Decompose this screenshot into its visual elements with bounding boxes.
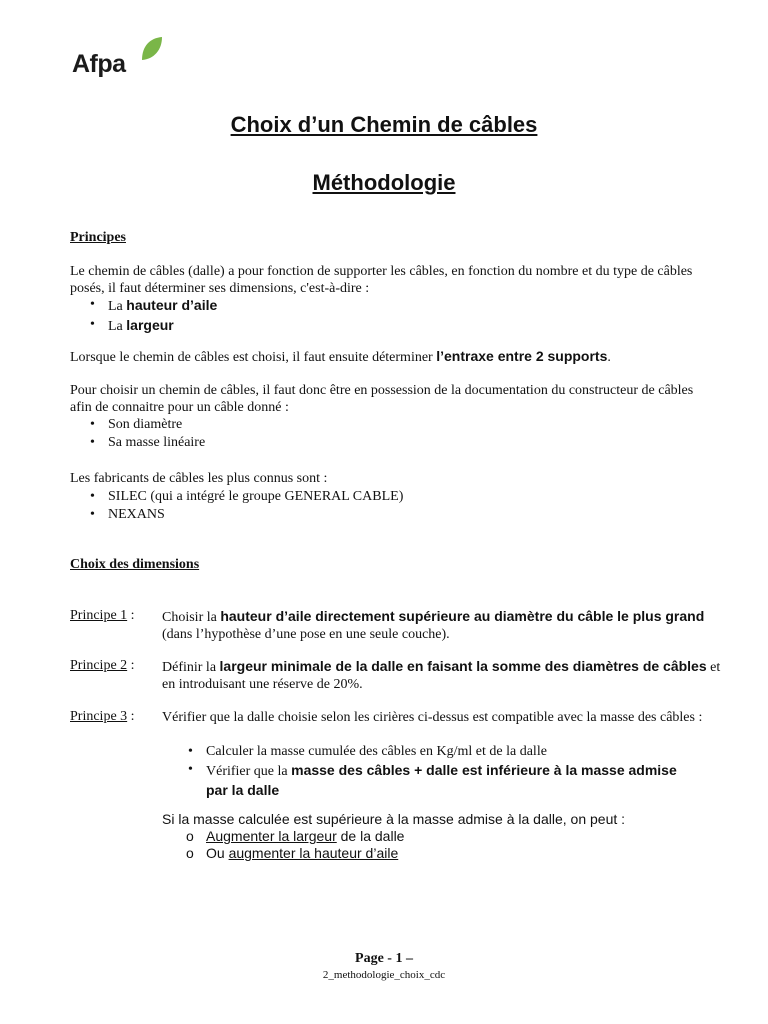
mass-condition-text: Si la masse calculée est supérieure à la masse admise à la dalle, on peut : (162, 811, 626, 827)
entraxe-paragraph: Lorsque le chemin de câbles est choisi, il faut ensuite déterminer l’entraxe entre 2 supports. (70, 348, 611, 365)
section-heading-principes: Principes (70, 230, 126, 245)
principe-3-list (162, 743, 702, 801)
page-title: Choix d’un Chemin de câbles (230, 112, 538, 137)
list-item: • SILEC (qui a intégré le groupe GENERAL CABLE) (70, 488, 710, 506)
list-item: • Calculer la masse cumulée des câbles en Kg/ml et de la dalle (162, 743, 702, 761)
documentation-paragraph: Pour choisir un chemin de câbles, il faut donc être en possession de la documentation du constructeur de câbles afin de connaitre pour un câble donné : (70, 383, 694, 415)
list-item: • Sa masse linéaire (70, 434, 710, 452)
list-item: • La hauteur d’aile (70, 296, 710, 316)
makers-paragraph: Les fabricants de câbles les plus connus sont : (70, 471, 328, 486)
principe-2-label: Principe 2 : (70, 658, 135, 673)
principe-2-text: Définir la largeur minimale de la dalle en faisant la somme des diamètres de câbles et en introduisant une réserve de 20%. (162, 658, 721, 692)
makers-list (70, 488, 710, 524)
page-number: Page - 1 – (355, 951, 413, 966)
file-name: 2_methodologie_choix_cdc (322, 969, 446, 981)
principe-1-text: Choisir la hauteur d’aile directement supérieure au diamètre du câble le plus grand (dans l’hypothèse d’une pose en une seule couche). (162, 608, 705, 642)
afpa-logo (72, 36, 172, 80)
intro-paragraph: Le chemin de câbles (dalle) a pour fonction de supporter les câbles, en fonction du nombre et du type de câbles posés, il faut déterminer ses dimensions, c'est-à-dire : (70, 264, 693, 296)
logo-text: Afpa (72, 50, 126, 78)
principe-1-label: Principe 1 : (70, 608, 135, 623)
list-item: o Ou augmenter la hauteur d’aile (162, 845, 702, 862)
principe-3-label: Principe 3 : (70, 709, 135, 724)
list-item: • Son diamètre (70, 416, 710, 434)
leaf-icon (140, 36, 164, 62)
list-item: o Augmenter la largeur de la dalle (162, 828, 702, 845)
principe-3-text: Vérifier que la dalle choisie selon les cirières ci-dessus est compatible avec la masse des câbles : (162, 710, 703, 725)
dimension-list (70, 296, 710, 336)
page-subtitle: Méthodologie (312, 170, 456, 195)
cable-properties-list (70, 416, 710, 452)
options-list (162, 828, 702, 862)
section-heading-dimensions: Choix des dimensions (70, 557, 200, 572)
list-item: • La largeur (70, 316, 710, 336)
list-item: • Vérifier que la masse des câbles + dalle est inférieure à la masse admise par la dalle (162, 761, 702, 801)
list-item: • NEXANS (70, 506, 710, 524)
